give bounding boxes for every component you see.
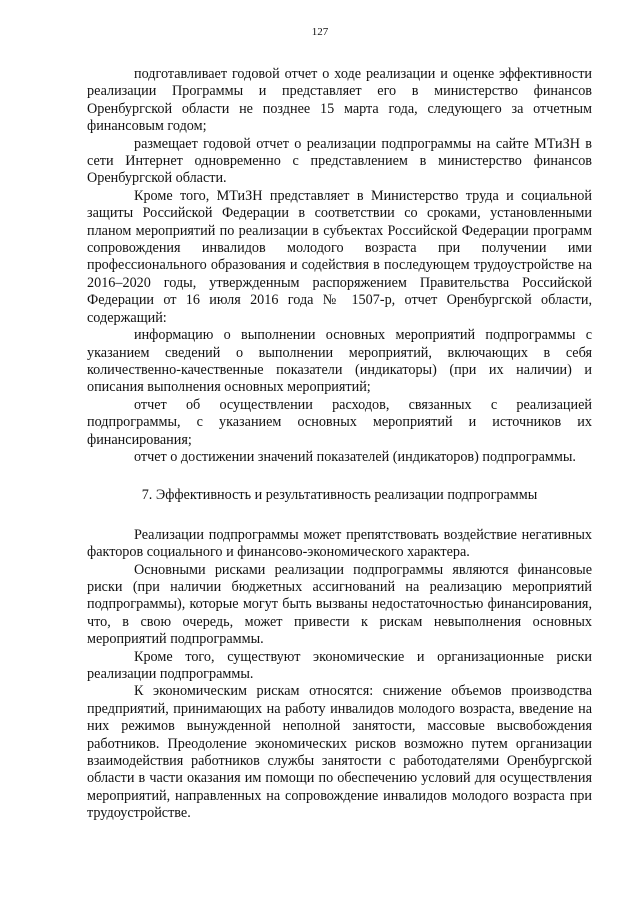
paragraph-expenses-report: отчет об осуществлении расходов, связанных с реализацией подпрограммы, с указанием основных мероприятий и источников их финансирования; bbox=[87, 396, 592, 448]
paragraph-ministry-report: Кроме того, МТиЗН представляет в Министерство труда и социальной защиты Российской Федерации в соответствии со сроками, установленными планом мероприятий по реализации в субъектах Российской Федерации программ сопровождения инвалидов молодого возраста при получении ими профессионального образования и содействия в последующем трудоустройстве на 2016–2020 годы, утвержденным распоряжением Правительства Российской Федерации от 16 июля 2016 года № 1507-р, отчет Оренбургской области, содержащий: bbox=[87, 187, 592, 326]
paragraph-indicators-report: отчет о достижении значений показателей (индикаторов) подпрограммы. bbox=[134, 448, 576, 465]
paragraph-negative-factors: Реализации подпрограммы может препятствовать воздействие негативных факторов социального и финансово-экономического характера. bbox=[87, 526, 592, 561]
section-heading: 7. Эффективность и результативность реализации подпрограммы bbox=[141, 487, 538, 504]
paragraph-economic-risks: К экономическим рискам относятся: снижение объемов производства предприятий, принимающих на работу инвалидов молодого возраста, введение на них режимов вынужденной неполной занятости, массовые высвобождения работников. Преодоление экономических рисков возможно путем организации взаимодействия работников службы занятости с работодателями Оренбургской области в части оказания им помощи по обеспечению условий для осуществления мероприятий, направленных на сопровождение инвалидов молодого возраста при трудоустройстве. bbox=[87, 683, 592, 822]
paragraph-financial-risks: Основными рисками реализации подпрограммы являются финансовые риски (при наличии бюджетных ассигнований на реализацию мероприятий подпрограммы), которые могут быть вызваны недостаточностью финансирования, что, в свою очередь, может привести к рискам невыполнения основных мероприятий подпрограммы. bbox=[87, 561, 592, 648]
document-body bbox=[87, 66, 592, 823]
paragraph-annual-report-publication: размещает годовой отчет о реализации подпрограммы на сайте МТиЗН в сети Интернет одновременно с представлением в министерство финансов Оренбургской области. bbox=[87, 135, 592, 187]
page-number: 127 bbox=[311, 26, 329, 38]
paragraph-organizational-risks: Кроме того, существуют экономические и организационные риски реализации подпрограммы. bbox=[87, 648, 592, 682]
paragraph-activities-information: информацию о выполнении основных мероприятий подпрограммы с указанием сведений о выполнении мероприятий, включающих в себя количественно-качественные показатели (индикаторы) (при их наличии) и описания выполнения основных мероприятий; bbox=[87, 327, 592, 396]
paragraph-annual-report-preparation: подготавливает годовой отчет о ходе реализации и оценке эффективности реализации Программы и представляет его в министерство финансов Оренбургской области не позднее 15 марта года, следующего за отчетным финансовым годом; bbox=[87, 66, 592, 135]
